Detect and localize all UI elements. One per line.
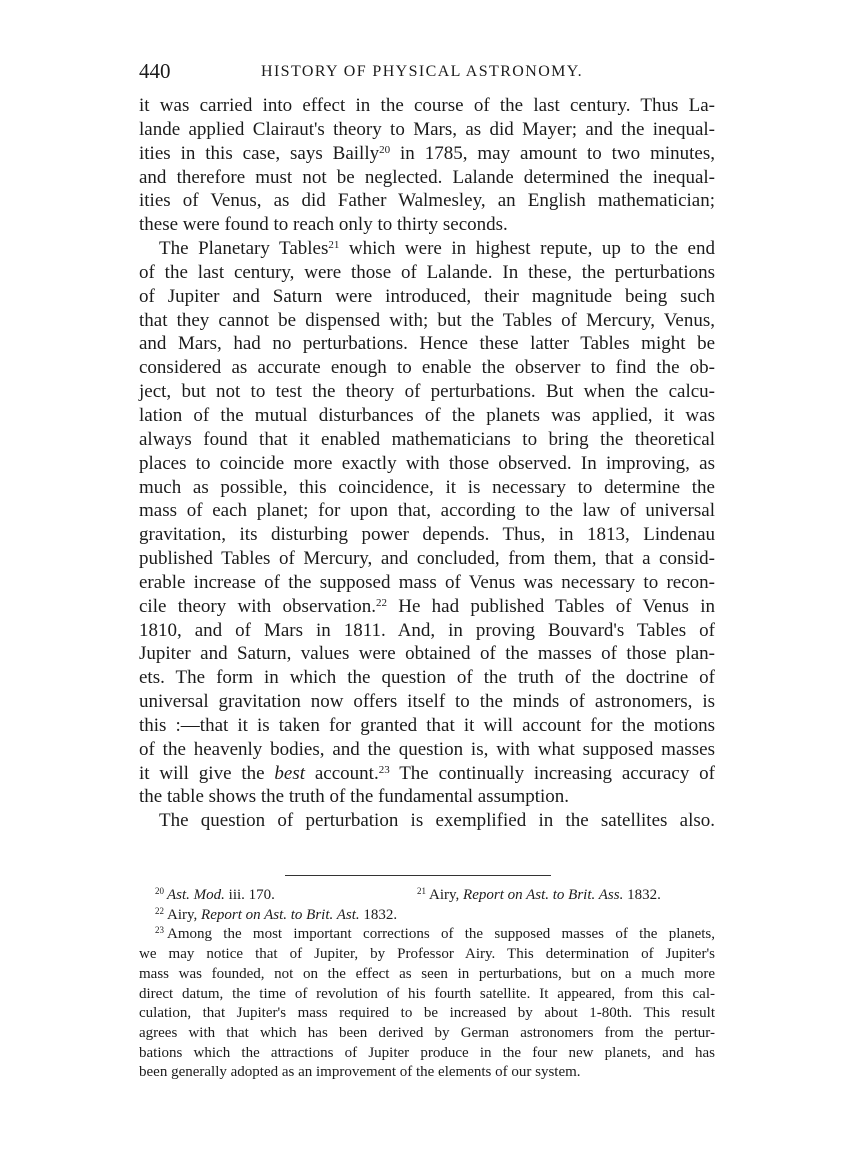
body-line: these were found to reach only to thirty seconds. [139, 214, 508, 236]
body-line: universal gravitation now offers itself to the minds of astronomers, is [139, 691, 715, 713]
body-line: of the heavenly bodies, and the question is, with what supposed masses [139, 738, 715, 760]
footnote-23-line: been generally adopted as an improvement of the elements of our system. [139, 1064, 581, 1081]
body-line: it was carried into effect in the course of the last century. Thus La- [139, 95, 715, 116]
body-line: gravitation, its disturbing power depends. Thus, in 1813, Lindenau [139, 524, 715, 546]
page-number: 440 [139, 59, 171, 83]
body-line: Jupiter and Saturn, values were obtained of the masses of those plan- [139, 643, 715, 665]
footnote-row [139, 886, 715, 906]
page-header [139, 58, 715, 84]
footnote-23-line: culation, that Jupiter's mass required to be increased by about 1-80th. This result [139, 1005, 715, 1022]
body-line: ities of Venus, as did Father Walmesley, an English mathematician; [139, 190, 715, 212]
body-line: mass of each planet; for upon that, according to the law of universal [139, 500, 715, 522]
footnote-ref: 21 [328, 239, 340, 252]
body-line: of the last century, were those of Lalande. In these, the perturbations [139, 261, 715, 283]
body-line: much as possible, this coincidence, it is necessary to determine the [139, 476, 715, 498]
body-line: published Tables of Mercury, and concluded, from them, that a consid- [139, 548, 715, 570]
footnote-23-line: bations which the attractions of Jupiter produce in the four new planets, and has [139, 1044, 715, 1061]
body-line: lation of the mutual disturbances of the planets was applied, it was [139, 404, 715, 426]
body-line: this :—that it is taken for granted that it will account for the motions [139, 714, 715, 736]
footnote-ref: 22 [375, 596, 387, 609]
footnote-22: $^{22}$ Airy, Report on Ast. to Brit. Ast. 1832. [155, 905, 398, 923]
body-line: it will give the best account.$^{23}$ The continually increasing accuracy of [139, 762, 715, 784]
footnote-21: $^{21}$ Airy, Report on Ast. to Brit. Ass. 1832. [417, 886, 661, 903]
body-line: the table shows the truth of the fundamental assumption. [139, 786, 570, 808]
body-line: places to coincide more exactly with those observed. In improving, as [139, 452, 715, 474]
footnote-ref: 20 [379, 143, 391, 156]
body-line: ets. The form in which the question of the truth of the doctrine of [139, 667, 715, 689]
body-line: cile theory with observation.$^{22}$ He had published Tables of Venus in [139, 595, 715, 617]
body-line: considered as accurate enough to enable the observer to find the ob- [139, 357, 715, 379]
body-line: ject, but not to test the theory of perturbations. But when the calcu- [139, 381, 715, 403]
body-line: The question of perturbation is exemplified in the satellites also. [159, 810, 715, 832]
footnote-23: $^{23}$ Among the most important corrections of the supposed masses of the planets, [155, 925, 715, 943]
footnote-23-line: mass was founded, not on the effect as seen in perturbations, but on a much more [139, 965, 715, 982]
footnote-23-line: agrees with that which has been derived by German astronomers from the pertur- [139, 1024, 715, 1041]
footnotes [139, 886, 715, 1083]
body-line: of Jupiter and Saturn were introduced, their magnitude being such [139, 285, 715, 307]
footnote-23-line: direct datum, the time of revolution of his fourth satellite. It appeared, from this cal- [139, 985, 715, 1002]
body-line: always found that it enabled mathematicians to bring the theoretical [139, 428, 715, 450]
running-title: HISTORY OF PHYSICAL ASTRONOMY. [261, 63, 584, 80]
body-line: lande applied Clairaut's theory to Mars, as did Mayer; and the inequal- [139, 118, 715, 140]
body-line: ities in this case, says Bailly$^{20}$ in 1785, may amount to two minutes, [139, 142, 715, 164]
footnote-ref: 23 [378, 763, 390, 776]
footnote-20: $^{20}$ Ast. Mod. iii. 170. [155, 886, 275, 903]
footnote-divider [285, 875, 551, 876]
body-line: erable increase of the supposed mass of Venus was necessary to recon- [139, 571, 715, 593]
body-text [139, 94, 715, 833]
footnote-23-line: we may notice that of Jupiter, by Professor Airy. This determination of Jupiter's [139, 946, 715, 963]
body-line: that they cannot be dispensed with; but the Tables of Mercury, Venus, [139, 309, 715, 331]
emphasis: best [274, 762, 306, 784]
body-line: and therefore must not be neglected. Lalande determined the inequal- [139, 166, 715, 188]
body-line: The Planetary Tables$^{21}$ which were in highest repute, up to the end [159, 238, 715, 260]
body-line: 1810, and of Mars in 1811. And, in proving Bouvard's Tables of [139, 619, 715, 641]
body-line: and Mars, had no perturbations. Hence these latter Tables might be [139, 333, 715, 355]
